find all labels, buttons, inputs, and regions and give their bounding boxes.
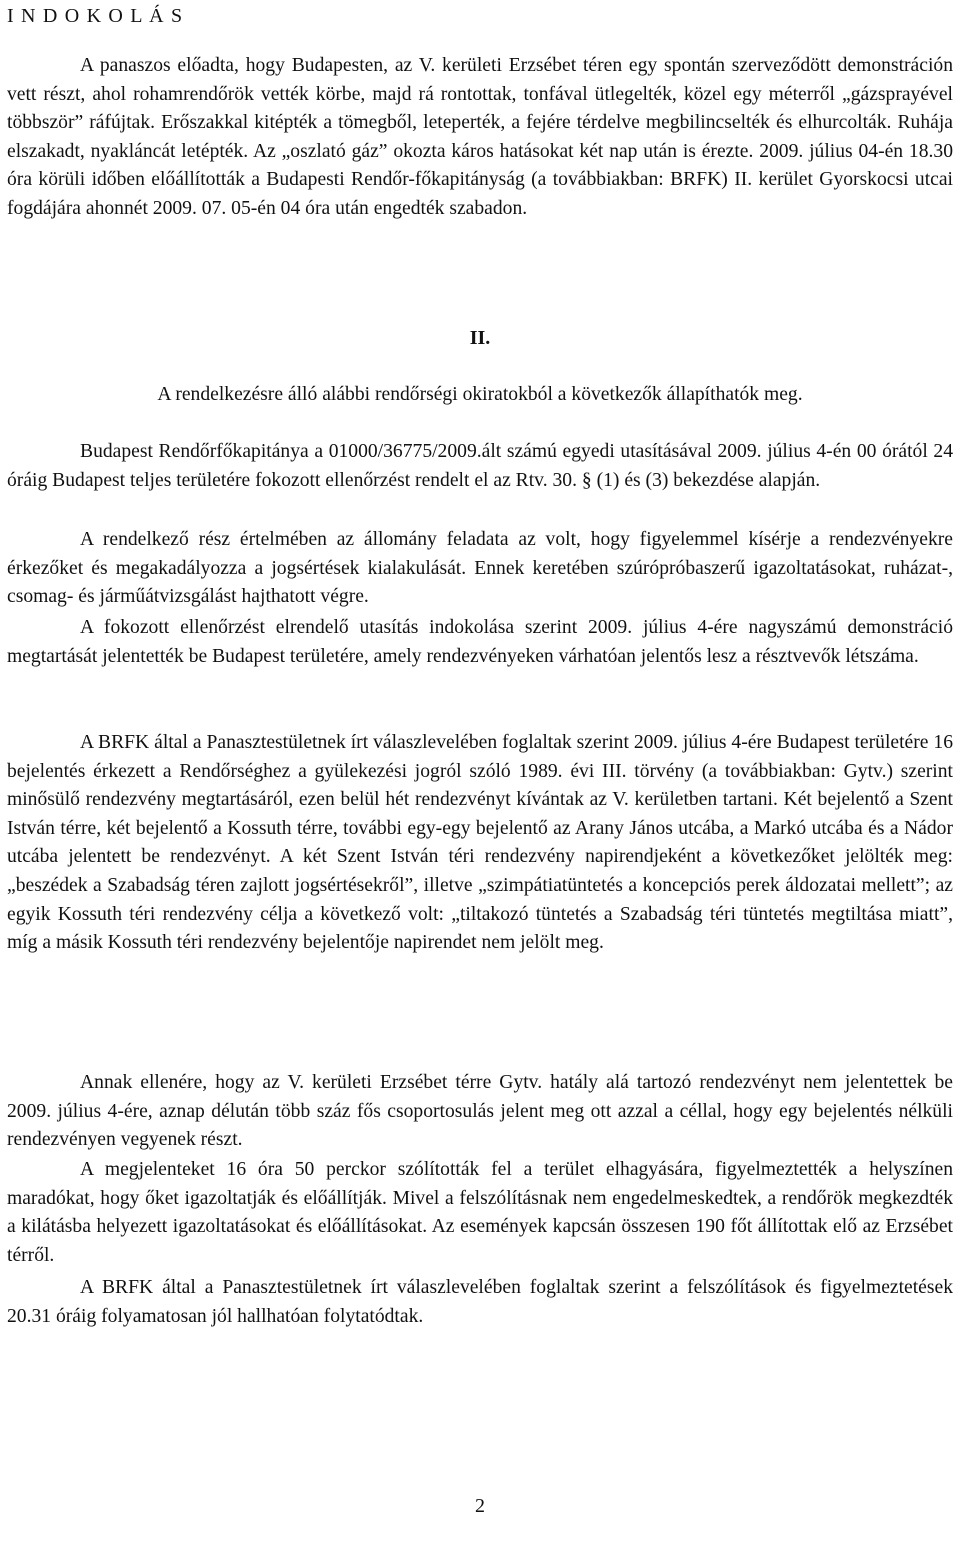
document-heading: I N D O K O L Á S — [7, 5, 184, 27]
section-number: II. — [469, 327, 491, 349]
dispersal-paragraph: A megjelenteket 16 óra 50 perckor szólították fel a terület elhagyására, figyelmeztették a helyszínen maradókat, hogy őket igazoltatják és előállítják. Mivel a felszólításnak nem engedelmeskedtek, a rendőrök megkezdték a kilátásba helyezett igazoltatásokat és előállításokat. Az események kapcsán összesen 190 főt állítottak elő az Erzsébet térről. — [7, 1159, 953, 1266]
order-paragraph: Budapest Rendőrfőkapitánya a 01000/36775/2009.ált számú egyedi utasításával 2009. július 4-én 00 órától 24 óráig Budapest teljes területére fokozott ellenőrzést rendelt el az Rtv. 30. § (1) és (3) bekezdése alapján. — [7, 441, 953, 491]
warnings-paragraph: A BRFK által a Panasztestületnek írt válaszlevelében foglaltak szerint a felszólítások és figyelmeztetések 20.31 óráig folyamatosan jól hallhatóan folytatódtak. — [7, 1277, 953, 1327]
disposition-paragraph: A rendelkező rész értelmében az állomány feladata az volt, hogy figyelemmel kísérje a rendezvényekre érkezőket és megakadályozza a jogsértések kialakulását. Ennek keretében szúrópróbaszerű igazoltatásokat, ruházat-, csomag- és járműátvizsgálást hajthatott végre. — [7, 529, 953, 608]
section-intro: A rendelkezésre álló alábbi rendőrségi okiratokból a következők állapíthatók meg. — [157, 384, 803, 405]
brfk-reply-paragraph: A BRFK által a Panasztestületnek írt válaszlevelében foglaltak szerint 2009. július 4-ére Budapest területére 16 bejelentés érkezett a Rendőrséghez a gyülekezési jogról szóló 1989. évi III. törvény (a továbbiakban: Gytv.) szerint minősülő rendezvény megtartásáról, ezen belül hét rendezvényt kívántak az V. kerületben tartani. Két bejelentő a Szent István térre, két bejelentő a Kossuth térre, további egy-egy bejelentő az Arany János utcába, a Markó utcába és a Nádor utcába jelentett be rendezvényt. A két Szent István téri rendezvény napirendjeként a következőket jelölték meg: „beszédek a Szabadság téren zajlott jogsértésekről”, illetve „szimpátiatüntetés a koncepciós perek áldozatai mellett”; az egyik Kossuth téri rendezvény célja a következő volt: „tiltakozó tüntetés a Szabadság téri tüntetés megtiltása miatt”, míg a másik Kossuth téri rendezvény bejelentője napirendet nem jelölt meg. — [7, 732, 953, 954]
page-number: 2 — [475, 1495, 485, 1517]
complaint-paragraph: A panaszos előadta, hogy Budapesten, az V. kerületi Erzsébet téren egy spontán szerveződött demonstráción vett részt, ahol rohamrendőrök vették körbe, majd rá rontottak, tonfával ütlegelték, közel egy méterről „gázsprayével többször” ráfújtak. Erőszakkal kitépték a tömegből, leteperték, a fejére térdelve megbilincselték és elhurcolták. Ruhája elszakadt, nyakláncát letépték. Az „oszlató gáz” okozta káros hatásokat két nap után is érezte. 2009. július 04-én 18.30 óra körüli időben előállították a Budapesti Rendőr-főkapitányság (a továbbiakban: BRFK) II. kerület Gyorskocsi utcai fogdájára ahonnét 2009. 07. 05-én 04 óra után engedték szabadon. — [7, 55, 953, 219]
justification-paragraph: A fokozott ellenőrzést elrendelő utasítás indokolása szerint 2009. július 4-ére nagyszámú demonstráció megtartását jelentették be Budapest területére, amely rendezvényeken várhatóan jelentős lesz a résztvevők létszáma. — [7, 617, 953, 667]
erzsebet-square-paragraph: Annak ellenére, hogy az V. kerületi Erzsébet térre Gytv. hatály alá tartozó rendezvényt nem jelentettek be 2009. július 4-ére, aznap délután több száz fős csoportosulás jelent meg ott azzal a céllal, hogy egy bejelentés nélküli rendezvényen vegyenek részt. — [7, 1072, 953, 1151]
